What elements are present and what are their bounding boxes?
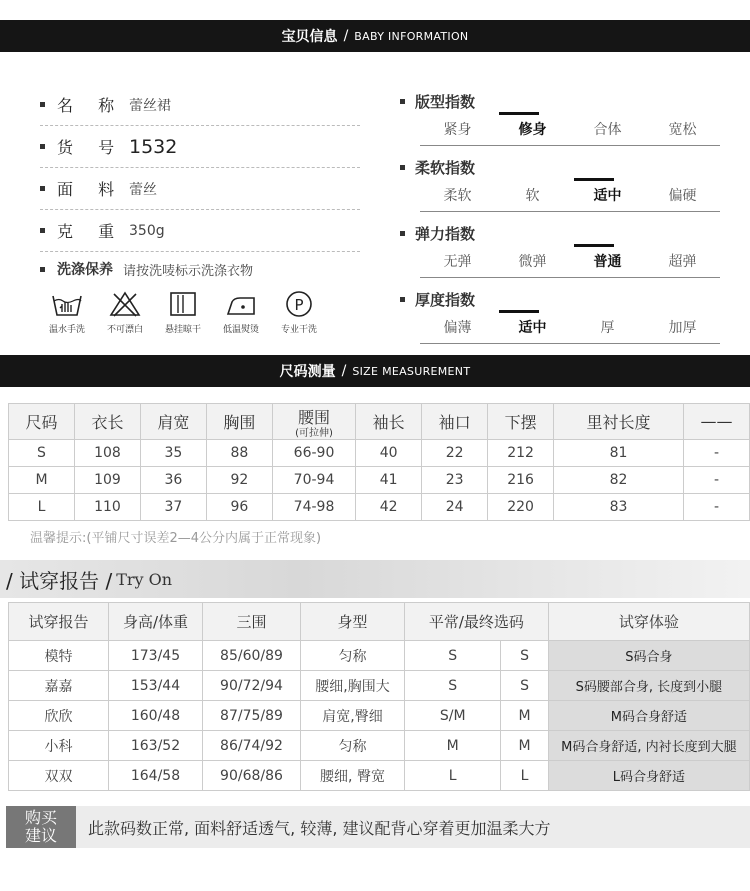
- table-cell: 220: [488, 494, 554, 521]
- try-on-experience-cell: M码合身舒适: [548, 701, 749, 731]
- table-cell: S/M: [405, 701, 501, 731]
- info-value: 350g: [129, 222, 165, 239]
- index-scale: [420, 112, 720, 146]
- table-cell: 双双: [9, 761, 109, 791]
- index-option-selected: 普通: [570, 244, 645, 277]
- index-option: 无弹: [443, 254, 472, 270]
- table-cell: 22: [422, 440, 488, 467]
- wash-care-key: 洗涤保养: [57, 262, 113, 278]
- bullet-icon: [400, 231, 405, 236]
- wash-icon-label: 温水手洗: [48, 325, 85, 335]
- index-option-selected: 适中: [570, 178, 645, 211]
- index-option: 厚: [600, 320, 615, 336]
- table-cell: 70-94: [272, 467, 355, 494]
- index-scale: [420, 178, 720, 212]
- table-cell: 腰细, 臀宽: [301, 761, 405, 791]
- info-row-name: [40, 84, 360, 126]
- table-cell: 173/45: [109, 641, 203, 671]
- index-option: 偏薄: [443, 320, 472, 336]
- bullet-icon: [40, 144, 45, 149]
- table-cell: 欣欣: [9, 701, 109, 731]
- index-title-text: 柔软指数: [415, 158, 476, 177]
- table-row: [9, 467, 750, 494]
- col-header: 平常/最终选码: [405, 603, 549, 641]
- index-title: [400, 288, 720, 310]
- index-title-text: 厚度指数: [415, 290, 476, 309]
- table-cell: 153/44: [109, 671, 203, 701]
- try-on-header: [0, 560, 750, 598]
- table-cell: 81: [554, 440, 684, 467]
- advice-tag: [6, 806, 76, 848]
- table-cell: S: [9, 440, 75, 467]
- no-bleach-icon: [108, 290, 142, 318]
- wash-item: [96, 290, 154, 335]
- wash-icon-label: 悬挂晾干: [164, 325, 201, 335]
- wash-item: [212, 290, 270, 335]
- index-option-selected: 修身: [495, 112, 570, 145]
- table-cell: M: [501, 731, 548, 761]
- low-iron-icon: [224, 290, 258, 318]
- svg-text:P: P: [294, 296, 304, 314]
- index-block: [400, 222, 720, 278]
- info-row-weight: [40, 210, 360, 252]
- wash-icon-label: 专业干洗: [280, 325, 317, 335]
- table-cell: L: [501, 761, 548, 791]
- col-header: 试穿体验: [548, 603, 749, 641]
- index-option: 偏硬: [668, 188, 697, 204]
- index-title: [400, 222, 720, 244]
- banner-title-en: BABY INFORMATION: [354, 29, 469, 43]
- table-cell: 41: [356, 467, 422, 494]
- table-cell: 74-98: [272, 494, 355, 521]
- col-header: 尺码: [9, 404, 75, 440]
- size-banner: [0, 355, 750, 387]
- wash-item: [270, 290, 328, 335]
- col-header: 里衬长度: [554, 404, 684, 440]
- size-table: [8, 403, 750, 521]
- table-cell: 肩宽,臀细: [301, 701, 405, 731]
- wash-item: [38, 290, 96, 335]
- index-title: [400, 156, 720, 178]
- table-cell: 腰细,胸围大: [301, 671, 405, 701]
- info-key: 面 料: [57, 180, 125, 199]
- index-option: 柔软: [443, 188, 472, 204]
- table-row: [9, 641, 750, 671]
- bullet-icon: [400, 165, 405, 170]
- index-block: [400, 156, 720, 212]
- index-option: 紧身: [443, 122, 472, 138]
- col-header: 试穿报告: [9, 603, 109, 641]
- advice-tag-line: 建议: [24, 826, 57, 845]
- col-header: 腰围: [298, 407, 331, 427]
- table-cell: 37: [140, 494, 206, 521]
- wash-item: [154, 290, 212, 335]
- waist-note: (可拉伸): [295, 427, 333, 439]
- index-option: 软: [525, 188, 540, 204]
- index-block: [400, 90, 720, 146]
- table-cell: 35: [140, 440, 206, 467]
- table-cell: L: [405, 761, 501, 791]
- col-header: 袖口: [422, 404, 488, 440]
- table-cell: 92: [206, 467, 272, 494]
- col-header: 身高/体重: [109, 603, 203, 641]
- table-cell: 小科: [9, 731, 109, 761]
- try-on-experience-cell: M码合身舒适, 内衬长度到大腿: [548, 731, 749, 761]
- try-on-experience-cell: S码腰部合身, 长度到小腿: [548, 671, 749, 701]
- index-scale: [420, 310, 720, 344]
- advice-text: 此款码数正常, 面料舒适透气, 较薄, 建议配背心穿着更加温柔大方: [88, 818, 551, 838]
- bullet-icon: [40, 228, 45, 233]
- table-cell: M: [405, 731, 501, 761]
- baby-info-banner: [0, 20, 750, 52]
- index-option: 宽松: [668, 122, 697, 138]
- table-cell: 96: [206, 494, 272, 521]
- index-title: [400, 90, 720, 112]
- product-info-list: [40, 84, 360, 252]
- try-on-title: / 试穿报告 /: [6, 568, 113, 593]
- table-cell: 模特: [9, 641, 109, 671]
- wash-icon-label: 不可漂白: [106, 325, 143, 335]
- table-cell: 108: [74, 440, 140, 467]
- table-cell: 匀称: [301, 641, 405, 671]
- info-value: 蕾丝裙: [129, 97, 171, 114]
- banner-title-cn: 尺码测量: [279, 364, 336, 380]
- col-header: 胸围: [206, 404, 272, 440]
- hand-wash-icon: [50, 290, 84, 318]
- banner-separator: /: [341, 363, 347, 379]
- table-cell: 40: [356, 440, 422, 467]
- table-cell: 83: [554, 494, 684, 521]
- table-header-row: [9, 603, 750, 641]
- col-header: 三围: [203, 603, 301, 641]
- table-cell: 160/48: [109, 701, 203, 731]
- col-header: 袖长: [356, 404, 422, 440]
- wash-icon-label: 低温熨烫: [222, 325, 259, 335]
- col-header-waist: [272, 404, 355, 440]
- dry-clean-icon: [282, 290, 316, 318]
- index-option-selected: 适中: [495, 310, 570, 343]
- index-option: 微弹: [518, 254, 547, 270]
- table-cell: 164/58: [109, 761, 203, 791]
- table-cell: 216: [488, 467, 554, 494]
- table-row: [9, 701, 750, 731]
- table-cell: 85/60/89: [203, 641, 301, 671]
- table-cell: 66-90: [272, 440, 355, 467]
- info-value: 蕾丝: [129, 181, 157, 198]
- info-key: 货 号: [57, 138, 125, 157]
- index-option: 合体: [593, 122, 622, 138]
- col-header: 身型: [301, 603, 405, 641]
- bullet-icon: [400, 99, 405, 104]
- table-cell: S: [501, 641, 548, 671]
- table-cell: 嘉嘉: [9, 671, 109, 701]
- bullet-icon: [40, 186, 45, 191]
- table-header-row: [9, 404, 750, 440]
- table-cell: 88: [206, 440, 272, 467]
- index-block: [400, 288, 720, 344]
- table-cell: 24: [422, 494, 488, 521]
- table-cell: -: [683, 467, 749, 494]
- table-cell: -: [683, 440, 749, 467]
- table-row: [9, 761, 750, 791]
- banner-title-en: SIZE MEASUREMENT: [352, 364, 471, 378]
- table-cell: S: [405, 641, 501, 671]
- table-cell: M: [501, 701, 548, 731]
- table-cell: 87/75/89: [203, 701, 301, 731]
- hang-dry-icon: [166, 290, 200, 318]
- wash-care-row: [40, 259, 253, 279]
- table-row: [9, 731, 750, 761]
- col-header: 衣长: [74, 404, 140, 440]
- table-row: [9, 440, 750, 467]
- index-option: 加厚: [668, 320, 697, 336]
- table-cell: S: [405, 671, 501, 701]
- bullet-icon: [400, 297, 405, 302]
- index-scale: [420, 244, 720, 278]
- table-cell: L: [9, 494, 75, 521]
- table-cell: 109: [74, 467, 140, 494]
- table-cell: 42: [356, 494, 422, 521]
- banner-title-cn: 宝贝信息: [281, 29, 338, 45]
- purchase-advice: [6, 806, 750, 848]
- table-cell: M: [9, 467, 75, 494]
- advice-tag-line: 购买: [24, 808, 57, 827]
- table-cell: 23: [422, 467, 488, 494]
- bullet-icon: [40, 102, 45, 107]
- banner-separator: /: [343, 28, 349, 44]
- table-row: [9, 671, 750, 701]
- info-row-item-no: [40, 126, 360, 168]
- table-cell: 86/74/92: [203, 731, 301, 761]
- info-key: 克 重: [57, 222, 125, 241]
- try-on-experience-cell: L码合身舒适: [548, 761, 749, 791]
- wash-icons: [38, 290, 328, 335]
- col-header: ——: [683, 404, 749, 440]
- table-cell: -: [683, 494, 749, 521]
- col-header: 下摆: [488, 404, 554, 440]
- table-cell: 212: [488, 440, 554, 467]
- index-title-text: 版型指数: [415, 92, 476, 111]
- try-on-experience-cell: S码合身: [548, 641, 749, 671]
- table-cell: 36: [140, 467, 206, 494]
- table-cell: 110: [74, 494, 140, 521]
- size-note: 温馨提示:(平铺尺寸误差2—4公分内属于正常现象): [30, 531, 322, 546]
- index-title-text: 弹力指数: [415, 224, 476, 243]
- index-option: 超弹: [668, 254, 697, 270]
- bullet-icon: [40, 267, 45, 272]
- table-row: [9, 494, 750, 521]
- try-on-table: [8, 602, 750, 791]
- info-value: 1532: [129, 135, 178, 158]
- table-cell: 匀称: [301, 731, 405, 761]
- table-cell: 163/52: [109, 731, 203, 761]
- info-key: 名 称: [57, 96, 125, 115]
- wash-care-value: 请按洗唛标示洗涤衣物: [123, 263, 254, 279]
- table-cell: S: [501, 671, 548, 701]
- try-on-title-en: Try On: [116, 569, 173, 589]
- table-cell: 82: [554, 467, 684, 494]
- col-header: 肩宽: [140, 404, 206, 440]
- info-row-fabric: [40, 168, 360, 210]
- table-cell: 90/68/86: [203, 761, 301, 791]
- table-cell: 90/72/94: [203, 671, 301, 701]
